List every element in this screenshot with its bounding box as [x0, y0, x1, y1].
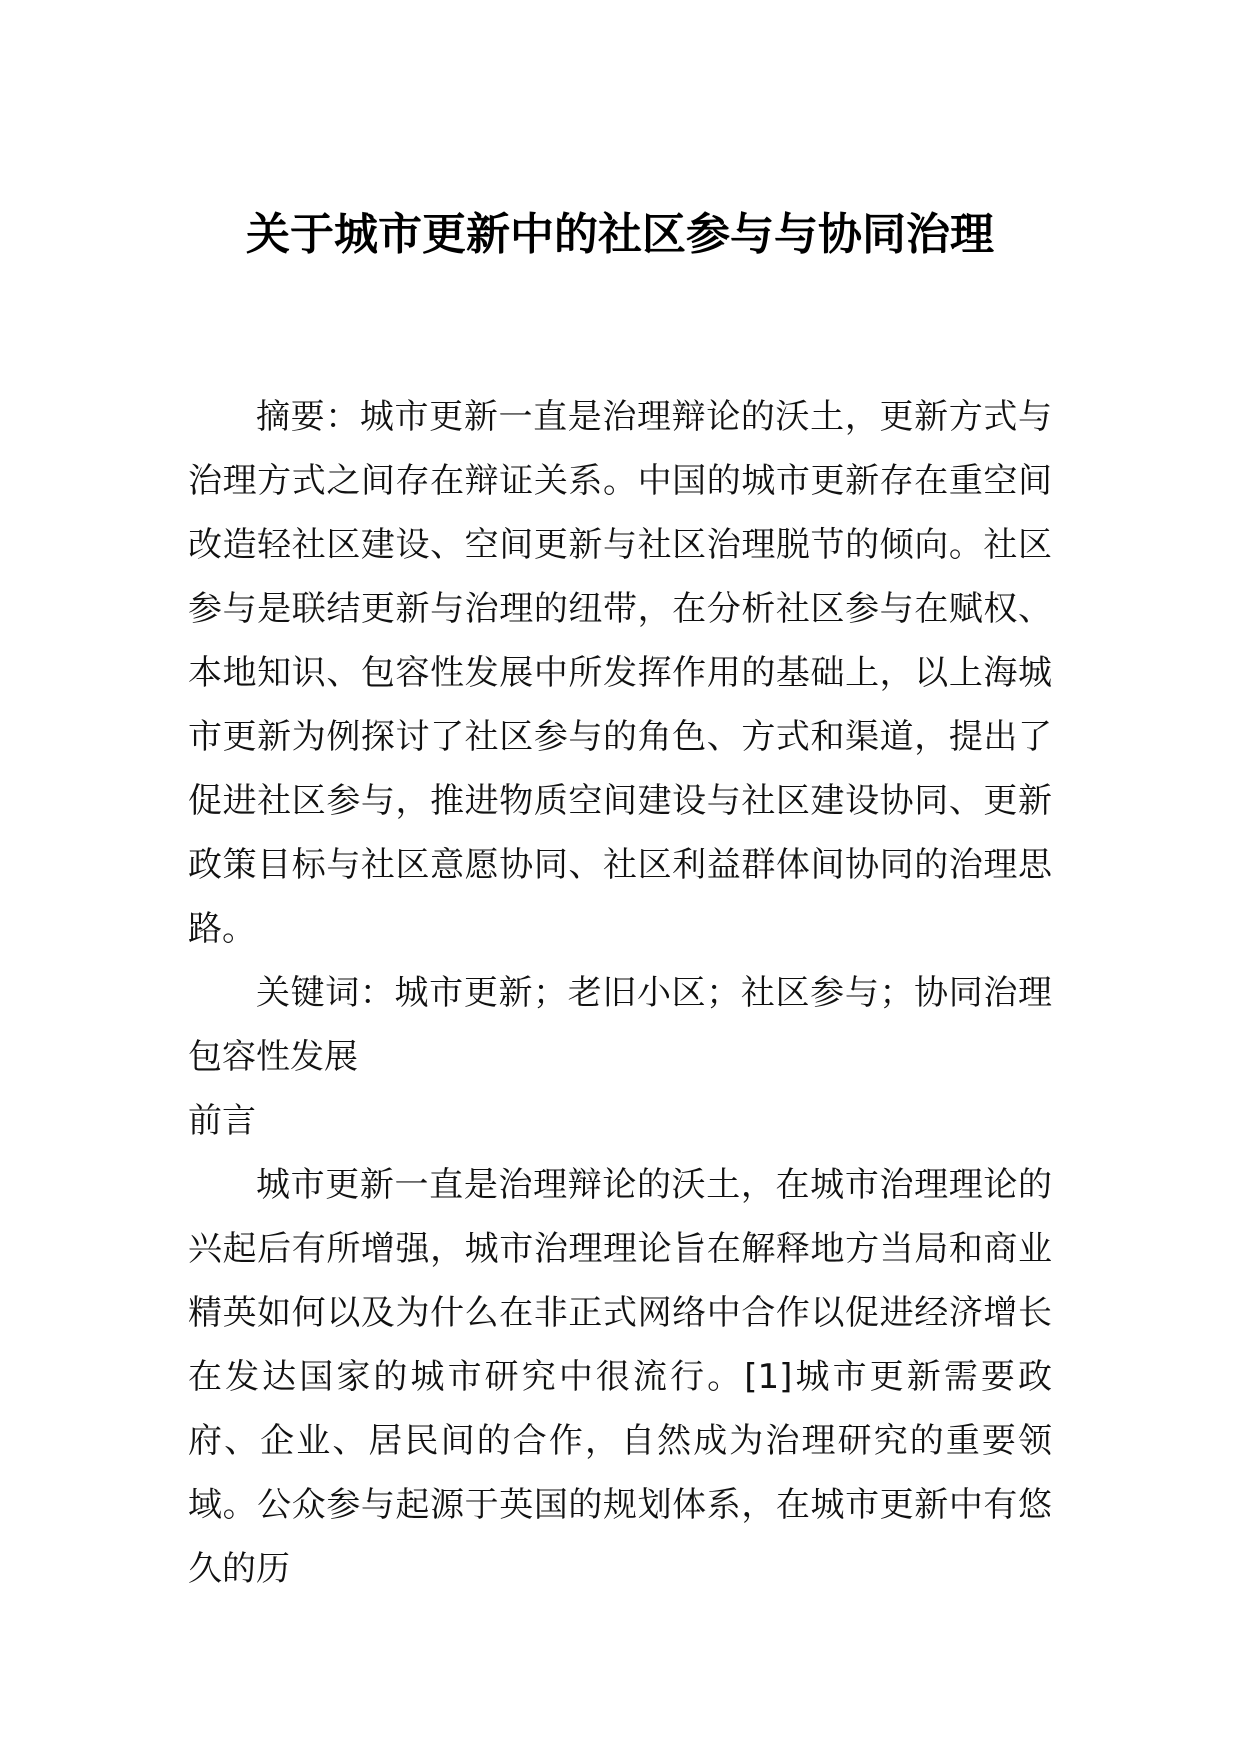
- intro-paragraph: 城市更新一直是治理辩论的沃土，在城市治理理论的兴起后有所增强，城市治理理论旨在解释地方当局和商业精英如何以及为什么在非正式网络中合作以促进经济增长在发达国家的城市研究中很流行。[1]城市更新需要政府、企业、居民间的合作，自然成为治理研究的重要领域。公众参与起源于英国的规划体系，在城市更新中有悠久的历: [188, 1165, 1052, 1589]
- document-title: 关于城市更新中的社区参与与协同治理: [246, 209, 994, 260]
- abstract-paragraph: 摘要：城市更新一直是治理辩论的沃土，更新方式与治理方式之间存在辩证关系。中国的城市更新存在重空间改造轻社区建设、空间更新与社区治理脱节的倾向。社区参与是联结更新与治理的纽带，在分析社区参与在赋权、本地知识、包容性发展中所发挥作用的基础上，以上海城市更新为例探讨了社区参与的角色、方式和渠道，提出了促进社区参与，推进物质空间建设与社区建设协同、更新政策目标与社区意愿协同、社区利益群体间协同的治理思路。: [188, 397, 1052, 949]
- keywords-paragraph: 关键词：城市更新；老旧小区；社区参与；协同治理包容性发展: [188, 973, 1052, 1077]
- document-body: [188, 385, 1052, 1601]
- section-heading-preface: 前言: [188, 1101, 256, 1141]
